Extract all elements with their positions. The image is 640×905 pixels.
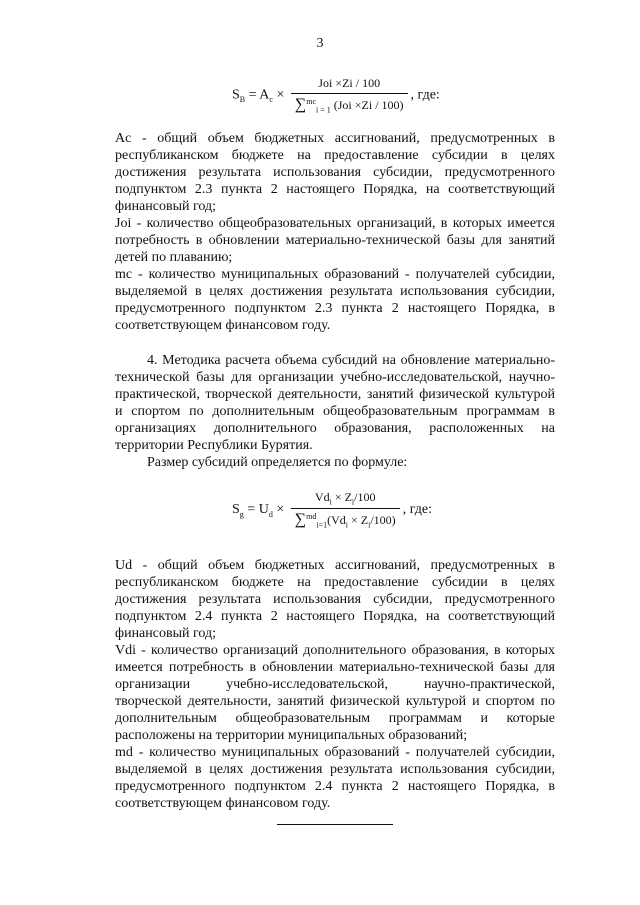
formula-intro: Размер субсидий определяется по формуле: — [147, 455, 408, 470]
definitions-block-2 — [115, 557, 555, 812]
definition-joi: Joi - количество общеобразовательных организаций, в которых имеется потребность в обновлении материально-технической базы для занятий детей по плаванию; — [115, 216, 555, 265]
definition-md: md - количество муниципальных образований - получателей субсидии, выделяемой в целях достижения результата использования субсидии, предусмотренного подпунктом 2.4 пункта 2 настоящего Порядка, в соответствующем финансовом году. — [115, 745, 555, 811]
section-4-paragraph: 4. Методика расчета объема субсидий на обновление материально-технической базы для организации учебно-исследовательской, научно-практической, творческой деятельности, занятий физической культурой и спортом по дополнительным общеобразовательным программам в организациях дополнительного образования, расположенных на территории Республики Бурятия. — [115, 353, 555, 453]
formula-sg-fraction — [291, 490, 400, 530]
formula-sg-denominator: $\sum^{md}_{i=1}(Vd_i \times Z_i/100)$ — [294, 511, 396, 530]
definition-mc: mc - количество муниципальных образований - получателей субсидии, выделяемой в целях достижения результата использования субсидии, предусмотренного подпунктом 2.3 пункта 2 настоящего Порядка, в соответствующем финансовом году. — [115, 267, 555, 333]
footer-divider — [277, 824, 393, 825]
formula-sb-numerator: Joi ×Zi / 100 — [291, 76, 408, 94]
definition-ud: Ud - общий объем бюджетных ассигнований, предусмотренных в республиканском бюджете на предоставление субсидии в целях достижения результата использования субсидии, предусмотренного подпунктом 2.4 пункта 2 настоящего Порядка, на соответствующий финансовый год; — [115, 558, 555, 641]
definition-vdi: Vdi - количество организаций дополнительного образования, в которых имеется потребность в обновлении материально-технической базы для организации учебно-исследовательской, научно-практической, творческой деятельности, занятий физической культурой и спортом по дополнительным общеобразовательным программам и которые расположены на территории муниципальных образований; — [115, 643, 555, 743]
formula-sg-numerator: $Vd_i \times Z_i/100$ — [291, 490, 400, 509]
formula-sb-denominator: ∑$^{mc}_{i = 1}$ (Joi ×Zi / 100) — [294, 96, 404, 115]
formula-sb: $S_B = A_c$ × $\frac{\text{Joi ×Zi / 100}}{\sum^{mc}_{i = 1} (Joi \times Zi / 100)}$ , где: — [232, 76, 440, 115]
formula-sb-fraction — [291, 76, 408, 114]
definitions-block-1 — [115, 130, 555, 334]
definition-ac: Ac - общий объем бюджетных ассигнований, предусмотренных в республиканском бюджете на предоставление субсидии в целях достижения результата использования субсидии, предусмотренного подпунктом 2.3 пункта 2 настоящего Порядка, на соответствующий финансовый год; — [115, 131, 555, 214]
formula-sg: $S_g = U_d$ × $\frac{Vd_i \times Z_i/100}{\sum^{md}_{i=1}(Vd_i \times Z_i/100)}$ , где: — [232, 490, 432, 530]
page-number: 3 — [316, 36, 324, 51]
section-4 — [115, 352, 555, 471]
